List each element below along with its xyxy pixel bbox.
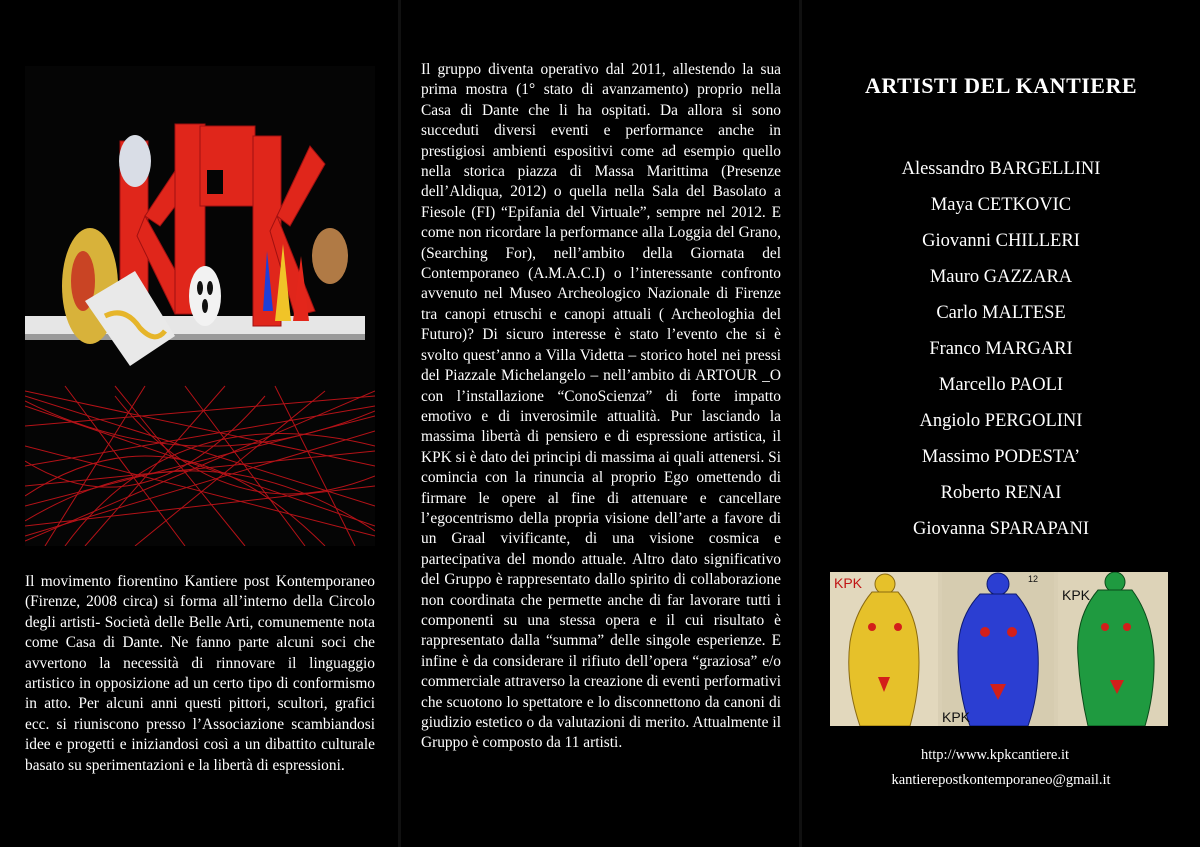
intro-paragraph: Il movimento fiorentino Kantiere post Kontemporaneo (Firenze, 2008 circa) si forma all’interno della Circolo degli artisti- Società delle Belle Arti, comunemente nota come Casa di Dante. Ne fanno parte alcuni soci che avvertono la necessità di rinnovare il linguaggio artistico in opposizione ad un certo tipo di conformismo in atto. Per alcuni anni questi pittori, scultori, grafici ecc. si riuniscono presso l’Associazione scambiandosi idee e progetti e iniziandosi così a un dibattito culturale basato su sperimentazioni e la libertà di espressioni. [25, 573, 375, 774]
artist-name: Maya CETKOVIC [930, 195, 1072, 215]
middle-panel [401, 0, 799, 847]
artist-name: Mauro GAZZARA [929, 267, 1073, 287]
painted-figures-photo [830, 572, 1168, 726]
artist-name: Roberto RENAI [940, 483, 1062, 503]
left-panel [0, 0, 398, 847]
panel-label: 12 [1028, 574, 1039, 584]
artist-list [802, 157, 1200, 553]
artist-name: Marcello PAOLI [938, 375, 1064, 395]
panel-label: KPK [1062, 587, 1091, 603]
history-paragraph: Il gruppo diventa operativo dal 2011, allestendo la sua prima mostra (1° stato di avanzamento) proprio nella Casa di Dante che li ha ospitati. Da allora si sono succeduti diversi eventi e performance anche in prestigiosi ambienti espositivi come ad esempio quello nella storica piazza di Massa Marittima (Presenze dell’Aldiqua, 2012) o quella nella Sala del Basolato a Fiesole (FI) “Epifania del Virtuale”, sempre nel 2012. E come non ricordare la performance alla Loggia del Grano, (Searching For), nell’ambito della Giornata del Contemporaneo (A.M.A.C.I) o l’interessante confronto avvenuto nel Museo Archeologico Nazionale di Firenze tra canopi etruschi e canopi attuali ( Archeologhia del Futuro)? Di sicuro interesse è stato l’evento che si è svolto quest’anno a Villa Videtta – storico hotel nei pressi del Piazzale Michelangelo – nell’ambito di ARTOUR _O con l’installazione “ConoScienza” di forte impatto emotivo e di inverosimile attualità. Pur lasciando la massima libertà di pensiero e di espressione artistica, il KPK si è dato dei principi di massima ai quali attenersi. Si comincia con la rinuncia al proprio Ego omettendo di firmare le opere al fine di attenuare e cancellare l’egocentrismo della propria visione dell’arte a favore di un Graal vivificante, di una visione cosmica e partecipativa del mondo attuale. Altro dato significativo del Gruppo è rappresentato dallo spirito di collaborazione non coordinata che permette anche di far lavorare tutti i componenti su una stessa opera e il cui risultato è rappresentato dalla “summa” delle singole esperienze. E infine è da considerare il rifiuto dell’opera “graziosa” e/o commerciale attraverso la creazione di eventi performativi che scuotono lo spettatore e lo disconnettono da canoni di giudizio estetico o da valutazioni di merito. Attualmente il Gruppo è composto da 11 artisti. [421, 61, 781, 752]
panel-label: KPK [834, 575, 863, 591]
artist-name: Alessandro BARGELLINI [901, 159, 1101, 179]
kpk-installation-photo [25, 66, 375, 546]
website-link[interactable]: http://www.kpkcantiere.it [920, 747, 1070, 763]
email-link[interactable]: kantierepostkontemporaneo@gmail.it [891, 772, 1111, 788]
panel-label: KPK [942, 709, 971, 725]
artist-name: Giovanna SPARAPANI [913, 519, 1089, 539]
artist-name: Carlo MALTESE [936, 303, 1066, 323]
artist-name: Giovanni CHILLERI [922, 231, 1080, 251]
right-panel [802, 0, 1200, 847]
panel-title: ARTISTI DEL KANTIERE [864, 73, 1138, 98]
artist-name: Franco MARGARI [929, 339, 1073, 359]
artist-name: Angiolo PERGOLINI [919, 411, 1083, 431]
artist-name: Massimo PODESTA’ [921, 447, 1081, 467]
